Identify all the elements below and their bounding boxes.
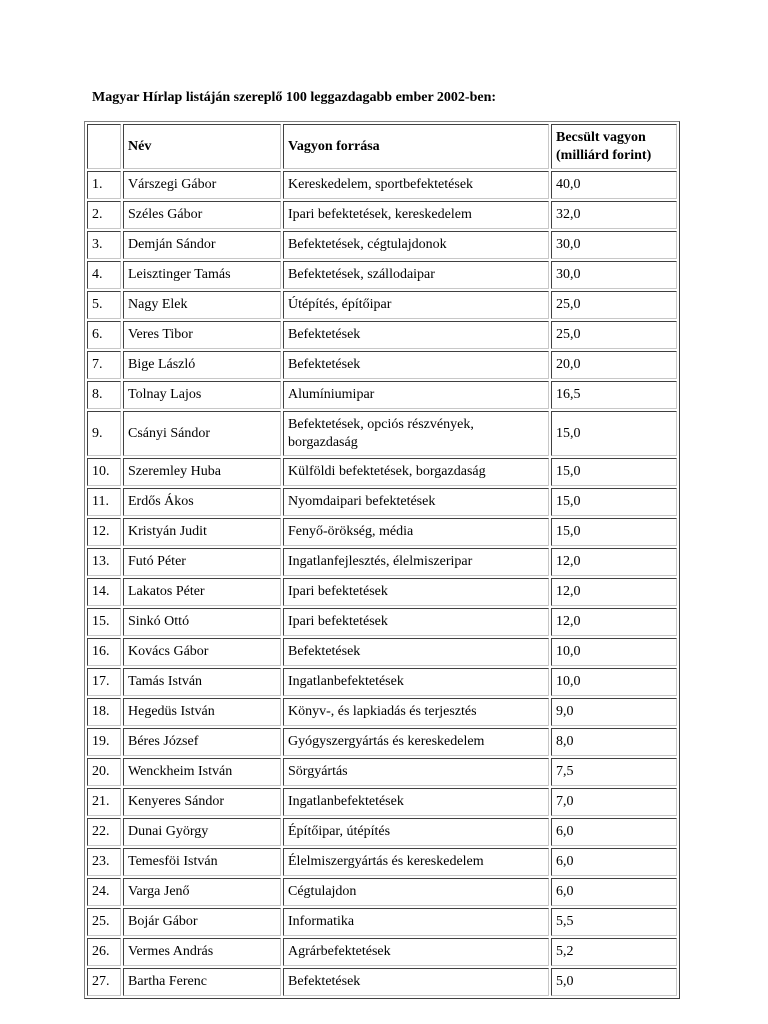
cell-rank: 13. bbox=[87, 548, 121, 576]
cell-source: Befektetések, opciós részvények, borgazdaság bbox=[283, 411, 549, 456]
cell-value: 25,0 bbox=[551, 291, 677, 319]
header-num bbox=[87, 124, 121, 169]
cell-name: Csányi Sándor bbox=[123, 411, 281, 456]
cell-value: 12,0 bbox=[551, 608, 677, 636]
cell-value: 9,0 bbox=[551, 698, 677, 726]
table-row bbox=[87, 938, 677, 966]
cell-source: Ingatlanbefektetések bbox=[283, 668, 549, 696]
table-row bbox=[87, 968, 677, 996]
cell-rank: 5. bbox=[87, 291, 121, 319]
cell-value: 15,0 bbox=[551, 518, 677, 546]
table-row bbox=[87, 458, 677, 486]
cell-rank: 14. bbox=[87, 578, 121, 606]
cell-name: Tamás István bbox=[123, 668, 281, 696]
cell-rank: 11. bbox=[87, 488, 121, 516]
cell-source: Fenyő-örökség, média bbox=[283, 518, 549, 546]
cell-value: 40,0 bbox=[551, 171, 677, 199]
table-row bbox=[87, 518, 677, 546]
cell-value: 7,5 bbox=[551, 758, 677, 786]
cell-name: Várszegi Gábor bbox=[123, 171, 281, 199]
table-row bbox=[87, 608, 677, 636]
table-row bbox=[87, 171, 677, 199]
cell-source: Agrárbefektetések bbox=[283, 938, 549, 966]
cell-value: 20,0 bbox=[551, 351, 677, 379]
cell-rank: 15. bbox=[87, 608, 121, 636]
cell-source: Útépítés, építőipar bbox=[283, 291, 549, 319]
table-row bbox=[87, 698, 677, 726]
cell-rank: 23. bbox=[87, 848, 121, 876]
cell-name: Dunai György bbox=[123, 818, 281, 846]
header-name: Név bbox=[123, 124, 281, 169]
cell-name: Kovács Gábor bbox=[123, 638, 281, 666]
cell-value: 15,0 bbox=[551, 411, 677, 456]
cell-rank: 12. bbox=[87, 518, 121, 546]
cell-value: 15,0 bbox=[551, 458, 677, 486]
cell-value: 6,0 bbox=[551, 818, 677, 846]
cell-value: 30,0 bbox=[551, 231, 677, 259]
header-value-line1: Becsült vagyon bbox=[556, 129, 646, 145]
wealth-table bbox=[84, 121, 680, 999]
table-row bbox=[87, 291, 677, 319]
cell-rank: 9. bbox=[87, 411, 121, 456]
cell-value: 5,0 bbox=[551, 968, 677, 996]
cell-value: 25,0 bbox=[551, 321, 677, 349]
cell-name: Hegedüs István bbox=[123, 698, 281, 726]
cell-name: Varga Jenő bbox=[123, 878, 281, 906]
cell-name: Futó Péter bbox=[123, 548, 281, 576]
cell-value: 32,0 bbox=[551, 201, 677, 229]
cell-value: 7,0 bbox=[551, 788, 677, 816]
cell-value: 5,5 bbox=[551, 908, 677, 936]
cell-source: Befektetések bbox=[283, 351, 549, 379]
cell-source: Ipari befektetések bbox=[283, 578, 549, 606]
cell-rank: 19. bbox=[87, 728, 121, 756]
cell-rank: 1. bbox=[87, 171, 121, 199]
cell-rank: 2. bbox=[87, 201, 121, 229]
cell-source: Gyógyszergyártás és kereskedelem bbox=[283, 728, 549, 756]
cell-name: Kenyeres Sándor bbox=[123, 788, 281, 816]
cell-name: Vermes András bbox=[123, 938, 281, 966]
table-row bbox=[87, 788, 677, 816]
cell-value: 15,0 bbox=[551, 488, 677, 516]
table-row bbox=[87, 261, 677, 289]
cell-name: Kristyán Judit bbox=[123, 518, 281, 546]
cell-rank: 10. bbox=[87, 458, 121, 486]
cell-source: Befektetések bbox=[283, 638, 549, 666]
table-row bbox=[87, 201, 677, 229]
cell-name: Bojár Gábor bbox=[123, 908, 281, 936]
table-row bbox=[87, 638, 677, 666]
cell-name: Bartha Ferenc bbox=[123, 968, 281, 996]
cell-name: Széles Gábor bbox=[123, 201, 281, 229]
cell-name: Leisztinger Tamás bbox=[123, 261, 281, 289]
cell-name: Veres Tibor bbox=[123, 321, 281, 349]
cell-name: Béres József bbox=[123, 728, 281, 756]
cell-name: Szeremley Huba bbox=[123, 458, 281, 486]
table-row bbox=[87, 411, 677, 456]
cell-rank: 24. bbox=[87, 878, 121, 906]
cell-rank: 16. bbox=[87, 638, 121, 666]
table-row bbox=[87, 578, 677, 606]
cell-value: 5,2 bbox=[551, 938, 677, 966]
cell-source: Befektetések, cégtulajdonok bbox=[283, 231, 549, 259]
cell-source: Ingatlanfejlesztés, élelmiszeripar bbox=[283, 548, 549, 576]
cell-rank: 4. bbox=[87, 261, 121, 289]
cell-value: 10,0 bbox=[551, 668, 677, 696]
cell-name: Lakatos Péter bbox=[123, 578, 281, 606]
header-value bbox=[551, 124, 677, 169]
table-row bbox=[87, 728, 677, 756]
cell-source: Könyv-, és lapkiadás és terjesztés bbox=[283, 698, 549, 726]
cell-name: Temesföi István bbox=[123, 848, 281, 876]
cell-rank: 3. bbox=[87, 231, 121, 259]
table-row bbox=[87, 488, 677, 516]
cell-rank: 26. bbox=[87, 938, 121, 966]
header-source: Vagyon forrása bbox=[283, 124, 549, 169]
header-value-line2: (milliárd forint) bbox=[556, 147, 652, 163]
table-header-row bbox=[87, 124, 677, 169]
cell-source: Ipari befektetések, kereskedelem bbox=[283, 201, 549, 229]
table-body bbox=[87, 171, 677, 996]
cell-source: Kereskedelem, sportbefektetések bbox=[283, 171, 549, 199]
table-row bbox=[87, 548, 677, 576]
cell-source: Élelmiszergyártás és kereskedelem bbox=[283, 848, 549, 876]
cell-name: Nagy Elek bbox=[123, 291, 281, 319]
cell-name: Wenckheim István bbox=[123, 758, 281, 786]
cell-source: Ingatlanbefektetések bbox=[283, 788, 549, 816]
cell-name: Bige László bbox=[123, 351, 281, 379]
table-row bbox=[87, 758, 677, 786]
cell-source: Ipari befektetések bbox=[283, 608, 549, 636]
cell-name: Sinkó Ottó bbox=[123, 608, 281, 636]
table-row bbox=[87, 321, 677, 349]
table-row bbox=[87, 351, 677, 379]
cell-rank: 18. bbox=[87, 698, 121, 726]
cell-source: Cégtulajdon bbox=[283, 878, 549, 906]
cell-rank: 20. bbox=[87, 758, 121, 786]
cell-rank: 6. bbox=[87, 321, 121, 349]
cell-value: 16,5 bbox=[551, 381, 677, 409]
table-row bbox=[87, 668, 677, 696]
table-row bbox=[87, 908, 677, 936]
cell-source: Befektetések bbox=[283, 968, 549, 996]
table-row bbox=[87, 381, 677, 409]
cell-source: Befektetések, szállodaipar bbox=[283, 261, 549, 289]
cell-value: 12,0 bbox=[551, 548, 677, 576]
cell-rank: 21. bbox=[87, 788, 121, 816]
page-title: Magyar Hírlap listáján szereplő 100 leggazdagabb ember 2002-ben: bbox=[92, 90, 497, 105]
cell-rank: 8. bbox=[87, 381, 121, 409]
table-row bbox=[87, 848, 677, 876]
cell-source: Építőipar, útépítés bbox=[283, 818, 549, 846]
cell-source: Alumíniumipar bbox=[283, 381, 549, 409]
cell-value: 8,0 bbox=[551, 728, 677, 756]
cell-name: Tolnay Lajos bbox=[123, 381, 281, 409]
cell-value: 6,0 bbox=[551, 878, 677, 906]
cell-rank: 7. bbox=[87, 351, 121, 379]
cell-value: 30,0 bbox=[551, 261, 677, 289]
cell-source: Sörgyártás bbox=[283, 758, 549, 786]
cell-name: Demján Sándor bbox=[123, 231, 281, 259]
cell-source: Informatika bbox=[283, 908, 549, 936]
cell-rank: 27. bbox=[87, 968, 121, 996]
cell-source: Befektetések bbox=[283, 321, 549, 349]
cell-rank: 17. bbox=[87, 668, 121, 696]
cell-source: Külföldi befektetések, borgazdaság bbox=[283, 458, 549, 486]
cell-rank: 25. bbox=[87, 908, 121, 936]
table-row bbox=[87, 878, 677, 906]
table-row bbox=[87, 818, 677, 846]
cell-rank: 22. bbox=[87, 818, 121, 846]
cell-name: Erdős Ákos bbox=[123, 488, 281, 516]
wealth-table-container bbox=[84, 121, 680, 999]
table-row bbox=[87, 231, 677, 259]
cell-value: 12,0 bbox=[551, 578, 677, 606]
cell-value: 6,0 bbox=[551, 848, 677, 876]
cell-source: Nyomdaipari befektetések bbox=[283, 488, 549, 516]
cell-value: 10,0 bbox=[551, 638, 677, 666]
